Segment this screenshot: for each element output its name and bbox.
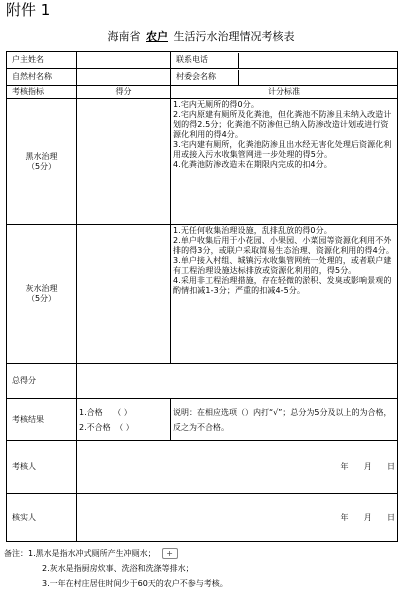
table-row-assessor <box>7 441 398 494</box>
result-option-fail[interactable] <box>79 420 168 435</box>
verifier-label: 核实人 <box>7 494 77 542</box>
graywater-label: 灰水治理 <box>25 284 58 293</box>
committee-label: 村委会名称 <box>176 72 216 81</box>
blackwater-points: （5分） <box>26 161 57 171</box>
note-item: 2.灰水是指厨房炊事、洗浴和洗涤等排水； <box>42 564 194 573</box>
note-item: 3.一年在村庄居住时间少于60天的农户不参与考核。 <box>42 579 228 588</box>
blackwater-standard: 1.宅内无厕所的得0分。 2.宅内原建有厕所及化粪池，但化粪池不防渗且未纳入改造计划的得2.5分；化粪池不防渗但已纳入防渗改造计划或进行资源化利用的得4分。 3.宅内建有厕所，化粪池防渗且出水经无害化处理后资源化利用或接入污水收集管网进一步处理的得5分。 4.化粪池防渗改造未在期限内完成的扣4分。 <box>171 99 398 225</box>
attachment-label: 附件 1 <box>6 1 51 19</box>
village-label: 自然村名称 <box>7 69 77 86</box>
householder-label: 户主姓名 <box>7 52 77 69</box>
phone-value[interactable] <box>239 53 396 68</box>
total-label: 总得分 <box>7 364 77 399</box>
notes-section <box>4 546 398 591</box>
note-text: 1.黑水是指水冲式厕所产生冲厕水； <box>28 549 156 558</box>
header-indicator: 考核指标 <box>7 86 77 99</box>
graywater-indicator <box>7 225 77 364</box>
header-score: 得分 <box>77 86 171 99</box>
blackwater-score[interactable] <box>77 99 171 225</box>
header-standard: 计分标准 <box>171 86 398 99</box>
phone-label: 联系电话 <box>176 55 208 64</box>
table-row-village <box>7 69 398 86</box>
table-row-result <box>7 399 398 441</box>
blackwater-indicator <box>7 99 77 225</box>
fail-bracket: （ ） <box>115 422 134 432</box>
table-row-total <box>7 364 398 399</box>
pass-label: 1.合格 <box>79 407 103 417</box>
verifier-date[interactable]: 年 月 日 <box>77 494 398 542</box>
result-label: 考核结果 <box>7 399 77 441</box>
result-option-pass[interactable] <box>79 405 168 420</box>
assessment-table <box>6 51 398 542</box>
total-value[interactable] <box>77 364 398 399</box>
note-item <box>4 546 398 561</box>
plus-icon[interactable]: + <box>162 548 178 559</box>
title-prefix: 海南省 <box>107 30 141 43</box>
assessor-label: 考核人 <box>7 441 77 494</box>
result-note: 说明：在相应选项（）内打“√”；总分为5分及以上的为合格，反之为不合格。 <box>171 399 398 441</box>
graywater-score[interactable] <box>77 225 171 364</box>
committee-value[interactable] <box>239 70 396 85</box>
title-fill-blank: 农户 <box>146 30 168 43</box>
graywater-standard: 1.无任何收集治理设施，乱排乱放的得0分。 2.单户收集后用于小花园、小果园、小菜园等资源化利用不外排的得3分，或联户采取简易生态治理、资源化利用的得4分。 3.单户接入村组、城镇污水收集管网统一处理的，或者联户建有工程治理设施达标排放或资源化利用的，得5分。 4.采用非工程治理措施，存在轻微的淤积、发臭或影响景观的酌情扣减1-3分；严重的扣减4-5分。 <box>171 225 398 364</box>
assessor-date[interactable]: 年 月 日 <box>77 441 398 494</box>
result-options <box>77 399 171 441</box>
notes-prefix: 备注： <box>4 549 28 558</box>
table-row-blackwater <box>7 99 398 225</box>
village-value[interactable] <box>77 69 171 86</box>
document-title <box>0 29 402 45</box>
householder-value[interactable] <box>77 52 171 69</box>
table-row-householder <box>7 52 398 69</box>
title-suffix: 生活污水治理情况考核表 <box>173 30 295 43</box>
table-row-verifier <box>7 494 398 542</box>
pass-bracket: （ ） <box>113 407 132 417</box>
graywater-points: （5分） <box>26 294 57 303</box>
table-row-graywater <box>7 225 398 364</box>
blackwater-label: 黑水治理 <box>25 151 58 161</box>
fail-label: 2.不合格 <box>79 422 111 432</box>
table-header-row <box>7 86 398 99</box>
